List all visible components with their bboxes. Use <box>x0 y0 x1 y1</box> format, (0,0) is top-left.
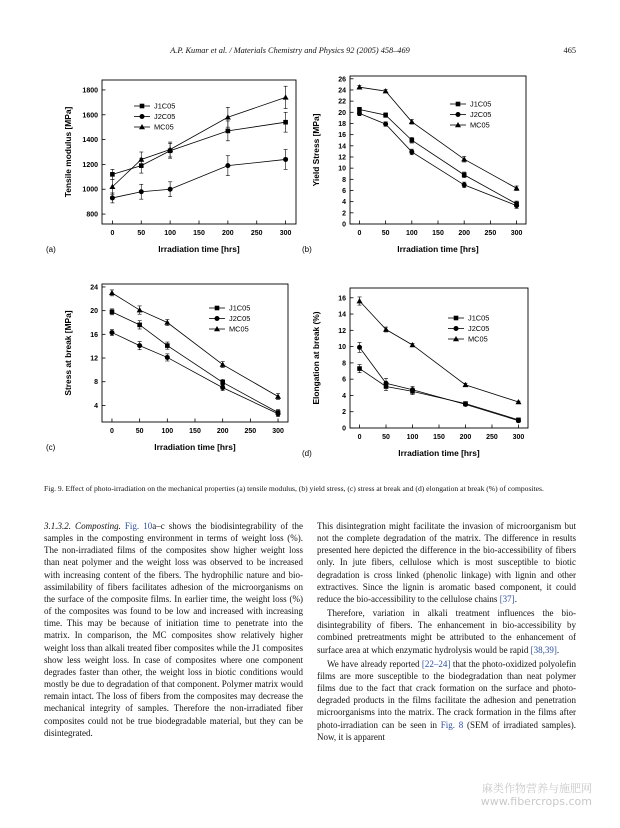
data-point <box>137 323 142 328</box>
y-tick-label: 16 <box>338 295 346 303</box>
series-J2C05 <box>109 330 280 417</box>
y-tick-label: 1200 <box>82 161 98 169</box>
legend-marker <box>215 306 220 311</box>
y-tick-label: 16 <box>338 132 346 140</box>
series-line <box>359 110 516 204</box>
legend-label: MC05 <box>470 120 490 130</box>
data-point <box>463 402 468 407</box>
y-tick-label: 0 <box>342 425 346 433</box>
running-header <box>44 46 576 60</box>
y-tick-label: 26 <box>338 76 346 84</box>
data-point <box>165 343 170 348</box>
citation-link[interactable]: [37] <box>499 593 515 604</box>
y-tick-label: 1000 <box>82 186 98 194</box>
legend-label: MC05 <box>154 122 174 132</box>
legend-marker <box>454 326 459 331</box>
plot-frame <box>350 288 528 428</box>
legend-marker <box>215 316 220 321</box>
y-tick-label: 4 <box>342 199 346 207</box>
x-tick-label: 0 <box>357 230 362 237</box>
y-tick-label: 8 <box>342 360 346 368</box>
legend-label: J2C05 <box>229 314 251 324</box>
citation-link[interactable]: [22–24] <box>421 658 451 669</box>
data-point <box>109 290 115 295</box>
x-axis-label: Irradiation time [hrs] <box>154 442 236 452</box>
x-tick-label: 250 <box>250 230 263 237</box>
y-tick-label: 10 <box>338 344 346 352</box>
paragraph-text: a–c shows the biodisintegrability of the samples in the composting environment in terms of weight loss (%). The non-irradiated films of the composites show higher weight loss than neat polymer and the weight loss was observed to be increased with increasing content of the fibers. The hydrophilic nature and bio-assimilability of fibers facilitates adhesion of the microorganisms on the surface of the composite films. In earlier time, the weight loss (%) of the composites was found to be low and increased with increasing time. This may be because of initiation time to penetrate into the matrix. In comparison, the MC composites show relatively higher weight loss than alkali treated fiber composites while the J1 composites show less weight loss. In case of composites where one component degrades faster than other, the weight loss in biotic conditions would mostly be due to degradation of that component. Polymer matrix would remain intact. The loss of fibers from the composites may decrease the mechanical integrity of samples. Therefore the non-irradiated fiber composites could not be true biodegradable material, but they can be disintegrated. <box>44 521 303 738</box>
paragraph-text: that the photo-oxidized polyolefin films are more susceptible to the biodegradation than neat polymer films due to the fact that crack formation on the surface and photo-degraded products in the films facilitate the adhesion and penetration microorganisms into the matrix. The crack formation in the films after photo-irradiation can be seen in <box>317 658 577 730</box>
data-point <box>139 189 144 194</box>
watermark <box>481 782 592 808</box>
chart-yield-stress <box>300 66 578 256</box>
x-tick-label: 100 <box>164 230 176 237</box>
journal-citation: A.P. Kumar et al. / Materials Chemistry and Physics 92 (2005) 458–469 <box>170 46 410 55</box>
chart-stress-at-break <box>44 270 322 460</box>
legend-label: J2C05 <box>468 324 490 334</box>
y-axis-label: Tensile modulus [MPa] <box>63 106 73 198</box>
data-point <box>226 129 231 134</box>
x-tick-label: 300 <box>279 230 292 237</box>
data-point <box>357 298 363 303</box>
x-axis-label: Irradiation time [hrs] <box>158 244 240 254</box>
x-tick-label: 200 <box>458 230 471 237</box>
y-tick-label: 4 <box>94 402 98 410</box>
x-tick-label: 300 <box>510 230 523 237</box>
x-axis-label: Irradiation time [hrs] <box>398 448 480 458</box>
series-line <box>360 301 519 402</box>
x-tick-label: 250 <box>484 230 497 237</box>
y-tick-label: 24 <box>90 284 98 292</box>
plot-frame <box>102 284 288 422</box>
x-tick-label: 0 <box>110 230 115 237</box>
data-point <box>283 94 289 99</box>
legend-marker <box>456 112 461 117</box>
y-tick-label: 10 <box>338 165 346 173</box>
chart-svg <box>44 66 322 256</box>
x-tick-label: 0 <box>357 434 362 441</box>
data-point <box>137 343 142 348</box>
series-J2C05 <box>110 150 288 203</box>
legend-label: J1C05 <box>229 303 251 313</box>
data-point <box>384 381 389 386</box>
legend-label: J2C05 <box>154 112 176 122</box>
figure-link[interactable]: Fig. 8 <box>440 719 464 730</box>
panel-label: (a) <box>46 245 56 254</box>
series-line <box>112 159 285 197</box>
y-tick-label: 18 <box>338 120 346 128</box>
plot-frame <box>350 76 526 224</box>
legend-label: MC05 <box>468 334 488 344</box>
x-tick-label: 0 <box>110 428 114 435</box>
legend-marker <box>140 114 145 119</box>
y-tick-label: 1400 <box>82 137 98 145</box>
y-tick-label: 12 <box>338 327 346 335</box>
paragraph-text: This disintegration might facilitate the invasion of microorganism but not the complete degradation of the matrix. The difference in results presented here depicted the difference in the bio-accessibility of fibers only. In jute fibers, cellulose which is most susceptible to biotic degradation is cross linked (phenolic linkage) with lignin and other extractives. Since the lignin is aromatic based component, it could reduce the bio-accessibility to the cellulose chains <box>317 521 576 604</box>
figure-caption: Fig. 9. Effect of photo-irradiation on the mechanical properties (a) tensile modulus, (b) yield stress, (c) stress at break and (d) elongation at break (%) of composites. <box>44 484 544 493</box>
y-tick-label: 6 <box>342 376 346 384</box>
y-axis-label: Stress at break [MPa] <box>63 310 73 396</box>
y-tick-label: 16 <box>90 331 98 339</box>
y-tick-label: 22 <box>338 98 346 106</box>
chart-svg <box>44 270 322 460</box>
series-line <box>112 97 285 186</box>
y-tick-label: 20 <box>90 308 98 316</box>
series-line <box>359 87 516 188</box>
data-point <box>220 385 225 390</box>
page-number: 465 <box>563 46 576 55</box>
paragraph: This disintegration might facilitate the invasion of microorganism but not the complete degradation of the matrix. The difference in results presented here depicted the difference in the bio-accessibility of fibers only. In jute fibers, cellulose which is most susceptible to biotic degradation is cross linked (phenolic linkage) with lignin and other extractives. Since the lignin is aromatic based component, it could reduce the bio-accessibility to the cellulose chains [37]. <box>317 521 576 604</box>
data-point <box>225 163 230 168</box>
legend-label: J1C05 <box>154 101 176 111</box>
paragraph: Therefore, variation in alkali treatment influences the bio-disintegrability of fibers. The enhancement in bio-accessibility by combined pretreatments might be attributed to the enhancement of surface area at which enzymatic hydrolysis would be rapid [38,39]. <box>317 608 576 655</box>
left-column <box>44 520 303 739</box>
series-J1C05 <box>110 309 281 416</box>
data-point <box>410 387 415 392</box>
y-tick-label: 12 <box>90 355 98 363</box>
data-point <box>164 319 170 324</box>
watermark-text: 麻类作物营养与施肥网 <box>482 782 592 795</box>
data-point <box>110 172 115 177</box>
legend-label: MC05 <box>229 324 249 334</box>
chart-svg <box>300 66 578 256</box>
chart-elongation-at-break <box>300 278 578 468</box>
y-axis-label: Yield Stress [MPa] <box>311 113 321 187</box>
data-point <box>383 113 388 118</box>
data-point <box>514 185 520 190</box>
series-line <box>359 113 516 205</box>
x-tick-label: 150 <box>433 434 445 441</box>
paragraph-text: (SEM of irradiated samples). Now, it is apparent <box>317 719 577 742</box>
y-tick-label: 1600 <box>82 112 98 120</box>
y-tick-label: 2 <box>342 409 346 417</box>
paragraph <box>317 658 576 743</box>
data-point <box>220 362 226 367</box>
data-point <box>356 84 362 89</box>
plot-frame <box>102 80 296 224</box>
legend-label: J1C05 <box>470 99 492 109</box>
y-tick-label: 4 <box>342 392 346 400</box>
data-point <box>283 157 288 162</box>
data-point <box>109 330 114 335</box>
data-point <box>357 345 362 350</box>
paragraph-text: We have already reported <box>327 658 420 669</box>
x-tick-label: 50 <box>135 428 144 435</box>
series-J1C05 <box>110 112 288 179</box>
x-tick-label: 100 <box>161 428 174 435</box>
panel-label: (d) <box>302 449 312 458</box>
x-tick-label: 100 <box>406 434 419 441</box>
composting-paragraph <box>44 520 303 739</box>
series-line <box>112 312 278 413</box>
y-tick-label: 1800 <box>82 87 98 95</box>
legend-label: J2C05 <box>470 110 492 120</box>
series-J2C05 <box>357 111 519 208</box>
section-heading: 3.1.3.2. Composting. <box>44 521 121 531</box>
legend-marker <box>454 316 459 321</box>
series-MC05 <box>109 86 288 194</box>
x-tick-label: 150 <box>432 230 444 237</box>
data-point <box>357 366 362 371</box>
series-J2C05 <box>357 343 521 424</box>
x-tick-label: 200 <box>459 434 472 441</box>
data-point <box>462 173 467 178</box>
panel-label: (b) <box>302 245 312 254</box>
data-point <box>383 122 388 127</box>
y-tick-label: 2 <box>342 210 346 218</box>
y-tick-label: 20 <box>338 109 346 117</box>
series-MC05 <box>109 290 281 400</box>
data-point <box>514 203 519 208</box>
data-point <box>410 342 416 347</box>
series-MC05 <box>357 297 522 404</box>
y-tick-label: 14 <box>338 143 346 151</box>
series-line <box>360 347 519 420</box>
data-point <box>137 307 143 312</box>
data-point <box>276 411 281 416</box>
data-point <box>283 120 288 125</box>
x-tick-label: 150 <box>193 230 205 237</box>
x-axis-label: Irradiation time [hrs] <box>397 244 479 254</box>
data-point <box>220 380 225 385</box>
data-point <box>165 355 170 360</box>
paragraph-text: Therefore, variation in alkali treatment influences the bio-disintegrability of fibers. The enhancement in bio-accessibility by combined pretreatments might be attributed to the enhancement of surface area at which enzymatic hydrolysis would be rapid <box>317 608 576 655</box>
panel-label: (c) <box>46 443 56 452</box>
y-tick-label: 800 <box>86 211 98 219</box>
data-point <box>110 195 115 200</box>
chart-svg <box>300 278 578 468</box>
series-line <box>112 333 278 414</box>
y-tick-label: 0 <box>342 221 346 229</box>
x-tick-label: 250 <box>244 428 257 435</box>
data-point <box>357 111 362 116</box>
series-MC05 <box>356 84 519 190</box>
legend-marker <box>140 104 145 109</box>
y-tick-label: 14 <box>338 311 346 319</box>
y-tick-label: 8 <box>342 176 346 184</box>
data-point <box>462 182 467 187</box>
x-tick-label: 200 <box>216 428 229 435</box>
data-point <box>409 149 414 154</box>
citation-link[interactable]: [38,39] <box>530 644 557 655</box>
x-tick-label: 150 <box>189 428 201 435</box>
x-tick-label: 250 <box>486 434 498 441</box>
y-tick-label: 24 <box>338 87 346 95</box>
x-tick-label: 300 <box>512 434 525 441</box>
legend-marker <box>456 102 461 107</box>
y-axis-label: Elongation at break (%) <box>311 311 321 405</box>
watermark-url: www.fibercrops.com <box>480 795 592 808</box>
data-point <box>462 382 468 387</box>
x-tick-label: 50 <box>137 230 146 237</box>
y-tick-label: 12 <box>338 154 346 162</box>
x-tick-label: 300 <box>272 428 284 435</box>
right-column <box>317 520 576 743</box>
x-tick-label: 50 <box>381 230 390 237</box>
data-point <box>461 156 467 161</box>
data-point <box>110 310 115 315</box>
series-line <box>112 122 285 174</box>
data-point <box>410 138 415 143</box>
x-tick-label: 200 <box>222 230 234 237</box>
x-tick-label: 50 <box>382 434 390 441</box>
figure-link[interactable]: Fig. 10 <box>124 521 153 531</box>
y-tick-label: 6 <box>342 187 346 195</box>
data-point <box>516 418 521 423</box>
chart-tensile-modulus <box>44 66 322 256</box>
x-tick-label: 100 <box>405 230 418 237</box>
data-point <box>275 394 281 399</box>
y-tick-label: 8 <box>94 379 98 387</box>
data-point <box>168 187 173 192</box>
legend-label: J1C05 <box>468 313 490 323</box>
